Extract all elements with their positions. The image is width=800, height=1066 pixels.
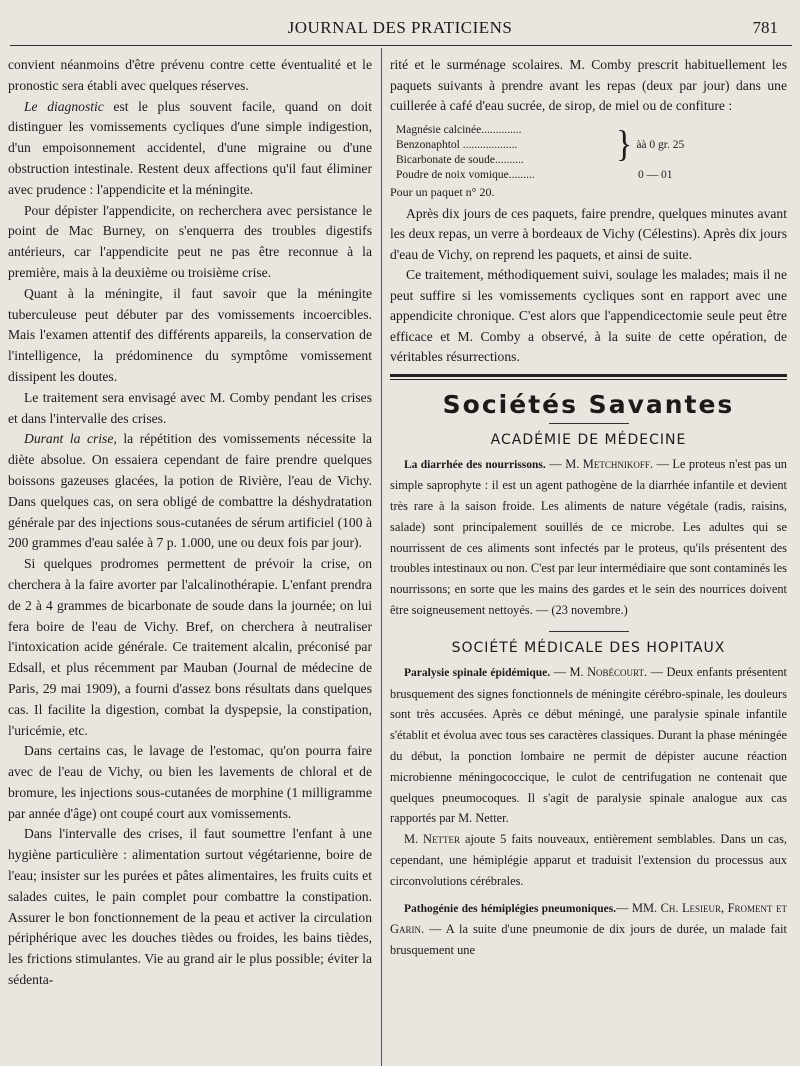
paragraph: convient néanmoins d'être prévenu contre cette éventualité et le pronostic sera établi avec quelques réserves. bbox=[8, 57, 372, 93]
header-rule bbox=[10, 45, 792, 46]
formula-note: Pour un paquet n° 20. bbox=[390, 184, 495, 199]
paragraph: Si quelques prodromes permettent de prévoir la crise, on cherchera à la faire avorter par l'alcalinothérapie. L'enfant prendra de 2 à 4 grammes de bicarbonate de soude dans la journée; on lui fera boire de l'eau de Vichy. Bref, on cherchera à neutraliser l'intoxication acide générale. Ce traitement alcalin, préconisé par Edsall, et plus récemment par Mauban (Journal de médecine de Paris, 29 mai 1909), a fourni d'assez bons résultats dans quelques cas. Il facilite la digestion, combat la dyspepsie, la constipation, l'uricémie, etc. bbox=[8, 556, 372, 738]
left-column bbox=[8, 55, 372, 991]
short-rule bbox=[549, 423, 629, 424]
paragraph: Paralysie spinale épidémique. — M. Nobécourt. — Deux enfants présentent brusquement des signes fonctionnels de méningite cérébro-spinale, les douleurs sont très accusées. Après ce début méningé, une paralysie spinale infantile s'établit et évolua avec tous ses caractères classiques. Durant la phase méningée du début, la ponction lombaire ne permit de dépister aucune réaction microbienne méningococcique, le culot de centrifugation ne contenait que quelques pneumocoques. Il s'agit de paralysie spinale analogue aux cas rapportés par M. Netter. bbox=[390, 664, 787, 826]
column-divider bbox=[381, 48, 382, 1066]
formula-item: Benzonaphtol ................... bbox=[396, 138, 518, 151]
paragraph: M. Netter ajoute 5 faits nouveaux, entièrement semblables. Dans un cas, cependant, une hémiplégie apparut et traduisit l'extension du processus aux circonvolutions cérébrales. bbox=[390, 832, 788, 888]
formula-dose: 0 — 01 bbox=[638, 168, 673, 181]
brace-symbol: } bbox=[616, 124, 633, 165]
page-number: 781 bbox=[752, 18, 778, 37]
right-column bbox=[390, 55, 787, 961]
formula-item: Poudre de noix vomique......... bbox=[396, 168, 535, 181]
formula-item: Bicarbonate de soude.......... bbox=[396, 153, 524, 166]
paragraph: Dans certains cas, le lavage de l'estomac, qu'on pourra faire avec de l'eau de Vichy, ou bien les lavements de chloral et de bromure, les injections sous-cutanées de morphine (1 milligramme par année d'âge) ont coupé court aux vomissements. bbox=[8, 743, 372, 821]
paragraph: Dans l'intervalle des crises, il faut soumettre l'enfant à une hygiène particulière : alimentation surtout végétarienne, boire de l'eau; insister sur les purées et pâtes alimentaires, les fruits cuits et salades cuites, le pain complet pour combattre la constipation. Assurer le bon fonctionnement de la peau et activer la circulation périphérique avec les douches tièdes ou froides, les bains tièdes, les frictions stimulantes. Vie au grand air le plus possible; éviter la sédenta- bbox=[8, 826, 372, 988]
section-rule-thick bbox=[390, 374, 787, 377]
short-rule bbox=[549, 631, 629, 632]
journal-title: JOURNAL DES PRATICIENS bbox=[287, 18, 513, 37]
paragraph: Quant à la méningite, il faut savoir que la méningite tuberculeuse peut débuter par des vomissements incoercibles. Mais l'examen attentif des différents appareils, la conservation de l'intelligence, la prédominence du symptôme vomissement dissipent les doutes. bbox=[8, 285, 372, 384]
section-title: Sociétés Savantes bbox=[442, 389, 735, 419]
paragraph: Ce traitement, méthodiquement suivi, soulage les malades; mais il ne peut suffire si les vomissements cycliques sont en rapport avec une appendicite chronique. C'est alors que l'appendicectomie seule peut être efficace et M. Comby a observé, à la suite de cette opération, de véritables résurrections. bbox=[390, 267, 787, 364]
society-heading: ACADÉMIE DE MÉDECINE bbox=[490, 431, 687, 448]
paragraph: Après dix jours de ces paquets, faire prendre, quelques minutes avant les deux repas, un verre à bordeaux de Vichy (Célestins). Après dix jours d'eau de Vichy, on reprend les paquets, et ainsi de suite. bbox=[390, 205, 787, 262]
prescription-formula bbox=[396, 123, 787, 183]
paragraph: Pour dépister l'appendicite, on recherchera avec persistance le point de Mac Burney, on s'enquerra des troubles digestifs antérieurs, car l'appendicite peut ne pas être reconnue à la première, mais à la deuxième ou troisième crise. bbox=[8, 202, 372, 280]
society-heading: SOCIÉTÉ MÉDICALE DES HOPITAUX bbox=[451, 639, 726, 656]
paragraph: Le traitement sera envisagé avec M. Comby pendant les crises et dans l'intervalle des crises. bbox=[8, 389, 372, 426]
paragraph: Durant la crise, la répétition des vomissements nécessite la diète absolue. On essaiera cependant de faire prendre quelques boissons gazeuses glacées, la potion de Rivière, l'eau de Vichy. Dans quelques cas, on sera obligé de combattre la déshydratation générale par des injections sous-cutanées de sérum artificiel (100 à 200 grammes d'eau salée à 7 p. 1.000, une ou deux fois par jour). bbox=[8, 431, 373, 551]
formula-item: Magnésie calcinée.............. bbox=[396, 123, 522, 136]
page-header bbox=[0, 18, 800, 40]
paragraph: rité et le surménage scolaires. M. Comby prescrit habituellement les paquets suivants à prendre avant les repas (deux par jour) dans une cuillerée à café d'eau sucrée, de sirop, de miel ou de confiture : bbox=[390, 57, 787, 113]
paragraph: La diarrhée des nourrissons. — M. Metchnikoff. — Le proteus n'est pas un simple saprophyte : il est un agent pathogène de la diarrhée infantile et devient très rare à la saison froide. Les aliments de nature végétale (radis, raisins, salade) sont principalement souillés de ce microbe. Les adultes qui se nourrissent de ces aliments sont infectés par le proteus, qu'ils présentent des troubles intestinaux ou non. C'est par leur intermédiaire que sont contaminés les nourrissons; en sorte que les mains des gardes et le sein des nourrices doivent être soigneusement nettoyés. — (23 novembre.) bbox=[390, 456, 787, 618]
paragraph: Le diagnostic est le plus souvent facile, quand on doit distinguer les vomissements cycliques d'une simple indigestion, d'un empoisonnement accidentel, d'une migraine ou d'une obstruction intestinale. Restent deux affections qu'il faut éliminer avec prudence : l'appendicite et la méningite. bbox=[8, 98, 372, 197]
paragraph: Pathogénie des hémiplégies pneumoniques.— MM. Ch. Lesieur, Froment et Garin. — A la suite d'une pneumonie de dix jours de durée, un malade fait brusquement une bbox=[390, 900, 787, 958]
formula-dose: àà 0 gr. 25 bbox=[636, 138, 685, 151]
section-rule-thin bbox=[390, 379, 787, 380]
